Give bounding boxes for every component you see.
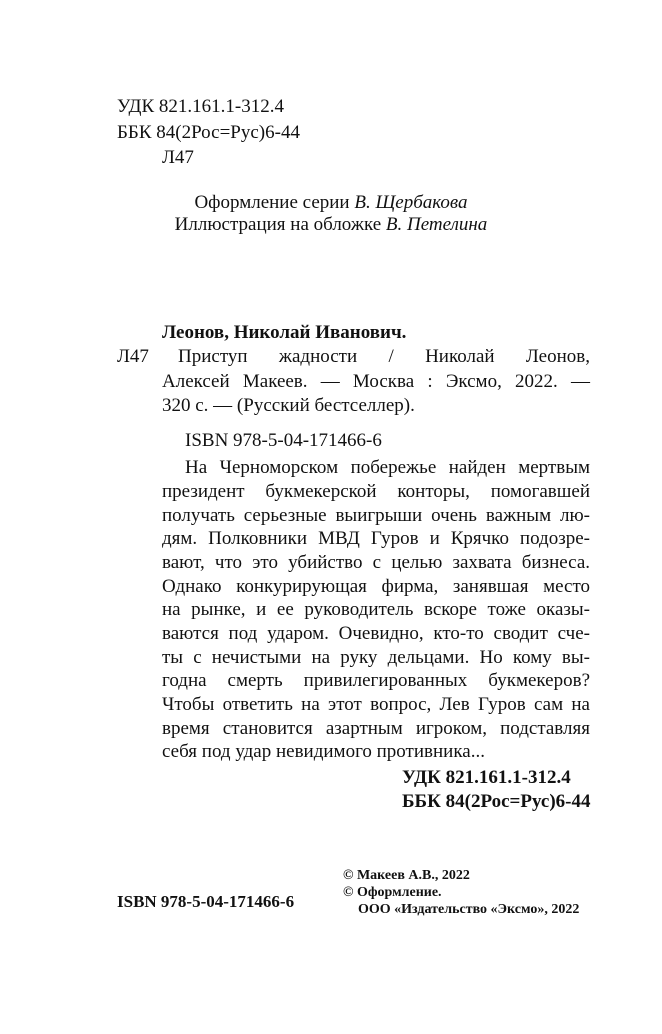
annotation-line: дям. Полковники МВД Гуров и Крячко подозре- <box>162 528 590 549</box>
description-line: Алексей Макеев. — Москва : Эксмо, 2022. — <box>162 371 590 392</box>
cover-illustration-credit <box>0 214 662 236</box>
annotation-line: получать серьезные выигрыши очень важным лю- <box>162 505 590 526</box>
bbk-code-top: ББК 84(2Рос=Рус)6-44 <box>117 122 300 143</box>
annotation-line: вают, что это убийство с целью захвата бизнеса. <box>162 552 590 573</box>
author-mark: Л47 <box>117 346 149 367</box>
bbk-code-bottom: ББК 84(2Рос=Рус)6-44 <box>402 791 591 812</box>
annotation-line: время становится азартным игроком, подставляя <box>162 718 590 739</box>
series-designer-name: В. Щербакова <box>354 192 468 213</box>
copyright-authors: © Макеев А.В., 2022 <box>343 868 470 883</box>
udc-code-bottom: УДК 821.161.1-312.4 <box>402 767 571 788</box>
copyright-design: © Оформление. <box>343 885 442 900</box>
annotation-line: ваются под ударом. Очевидно, кто-то сводит сче- <box>162 623 590 644</box>
series-design-credit <box>0 192 662 214</box>
annotation-line: годна смерть привилегированных букмекеров? <box>162 670 590 691</box>
cover-illustrator-name: В. Петелина <box>385 214 488 235</box>
isbn-bottom: ISBN 978-5-04-171466-6 <box>117 892 295 911</box>
copyright-publisher: ООО «Издательство «Эксмо», 2022 <box>358 902 580 917</box>
series-design-label: Оформление серии <box>194 192 350 213</box>
isbn-record: ISBN 978-5-04-171466-6 <box>185 430 382 451</box>
cover-illustration-label: Иллюстрация на обложке <box>174 214 382 235</box>
udc-code-top: УДК 821.161.1-312.4 <box>117 96 284 117</box>
annotation-line: Однако конкурирующая фирма, занявшая место <box>162 576 590 597</box>
annotation-line: президент букмекерской конторы, помогавшей <box>162 481 590 502</box>
author-mark-top: Л47 <box>162 147 194 168</box>
annotation-line: себя под удар невидимого противника... <box>162 741 485 762</box>
annotation-line: На Черноморском побережье найден мертвым <box>185 457 590 478</box>
annotation-line: Чтобы ответить на этот вопрос, Лев Гуров сам на <box>162 694 590 715</box>
description-line: 320 с. — (Русский бестселлер). <box>162 395 415 416</box>
annotation-line: ты с нечистыми на руку дельцами. Но кому вы- <box>162 647 590 668</box>
description-line: Приступ жадности / Николай Леонов, <box>178 346 590 367</box>
annotation-line: на рынке, и ее руководитель вскоре тоже оказы- <box>162 599 590 620</box>
author-heading: Леонов, Николай Иванович. <box>162 322 407 343</box>
